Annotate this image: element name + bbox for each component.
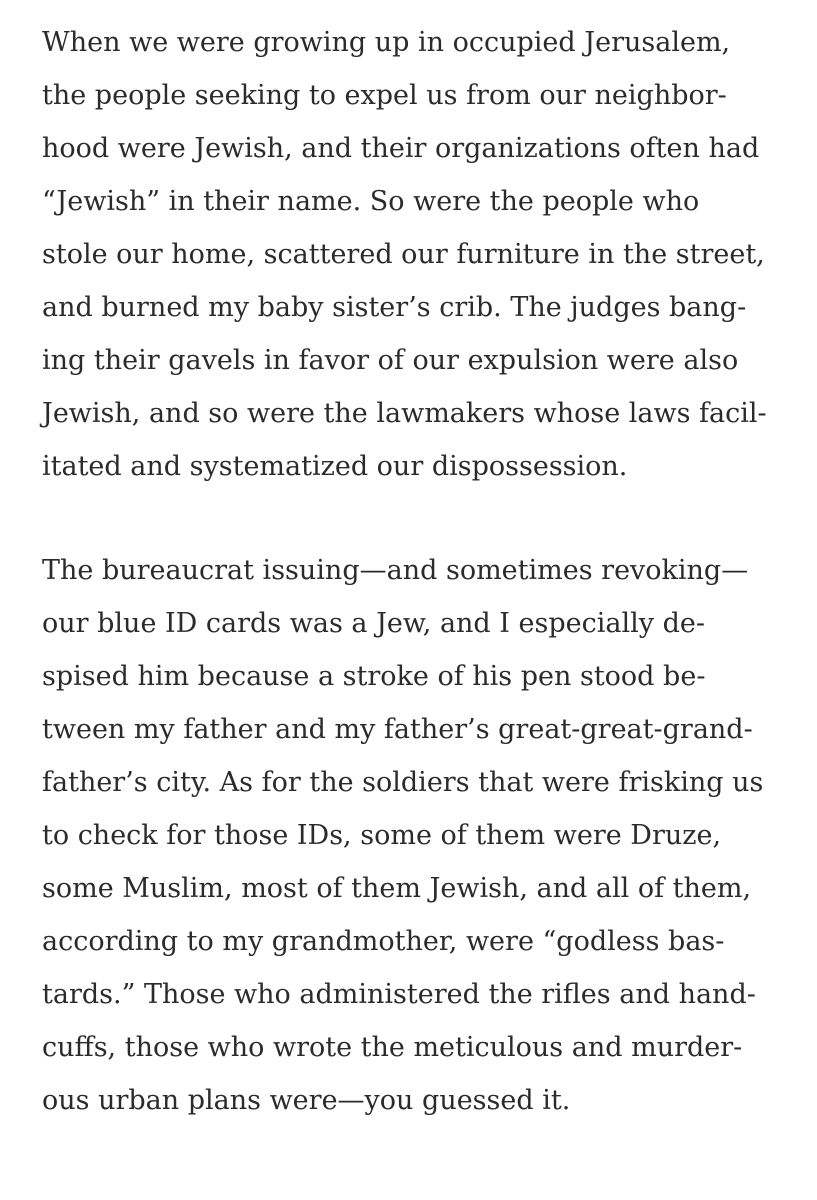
text-line: to check for those IDs, some of them were Druze,	[42, 820, 722, 851]
text-line: The bureaucrat issuing—and sometimes revoking—	[42, 555, 749, 586]
text-line: spised him because a stroke of his pen stood be-	[42, 661, 706, 692]
text-line: itated and systematized our dispossession.	[42, 451, 628, 482]
text-line: ous urban plans were—you guessed it.	[42, 1085, 571, 1116]
text-line: stole our home, scattered our furniture in the street,	[42, 239, 765, 270]
paragraph-2	[42, 544, 782, 1127]
paragraph-1	[42, 16, 782, 493]
text-line: hood were Jewish, and their organizations often had	[42, 133, 760, 164]
article-body	[42, 16, 782, 1127]
text-line: Jewish, and so were the lawmakers whose laws facil-	[42, 398, 767, 429]
text-line: some Muslim, most of them Jewish, and all of them,	[42, 873, 752, 904]
text-line: the people seeking to expel us from our neighbor-	[42, 80, 727, 111]
text-line: father’s city. As for the soldiers that were frisking us	[42, 767, 764, 798]
paragraph-spacer	[42, 493, 782, 544]
text-line: according to my grandmother, were “godless bas-	[42, 926, 725, 957]
text-line: tween my father and my father’s great-great-grand-	[42, 714, 753, 745]
text-line: tards.” Those who administered the rifles and hand-	[42, 979, 756, 1010]
text-line: When we were growing up in occupied Jerusalem,	[42, 27, 731, 58]
text-line: “Jewish” in their name. So were the people who	[42, 186, 700, 217]
text-line: our blue ID cards was a Jew, and I especially de-	[42, 608, 705, 639]
text-line: ing their gavels in favor of our expulsion were also	[42, 345, 739, 376]
text-line: cuffs, those who wrote the meticulous and murder-	[42, 1032, 743, 1063]
text-line: and burned my baby sister’s crib. The judges bang-	[42, 292, 747, 323]
